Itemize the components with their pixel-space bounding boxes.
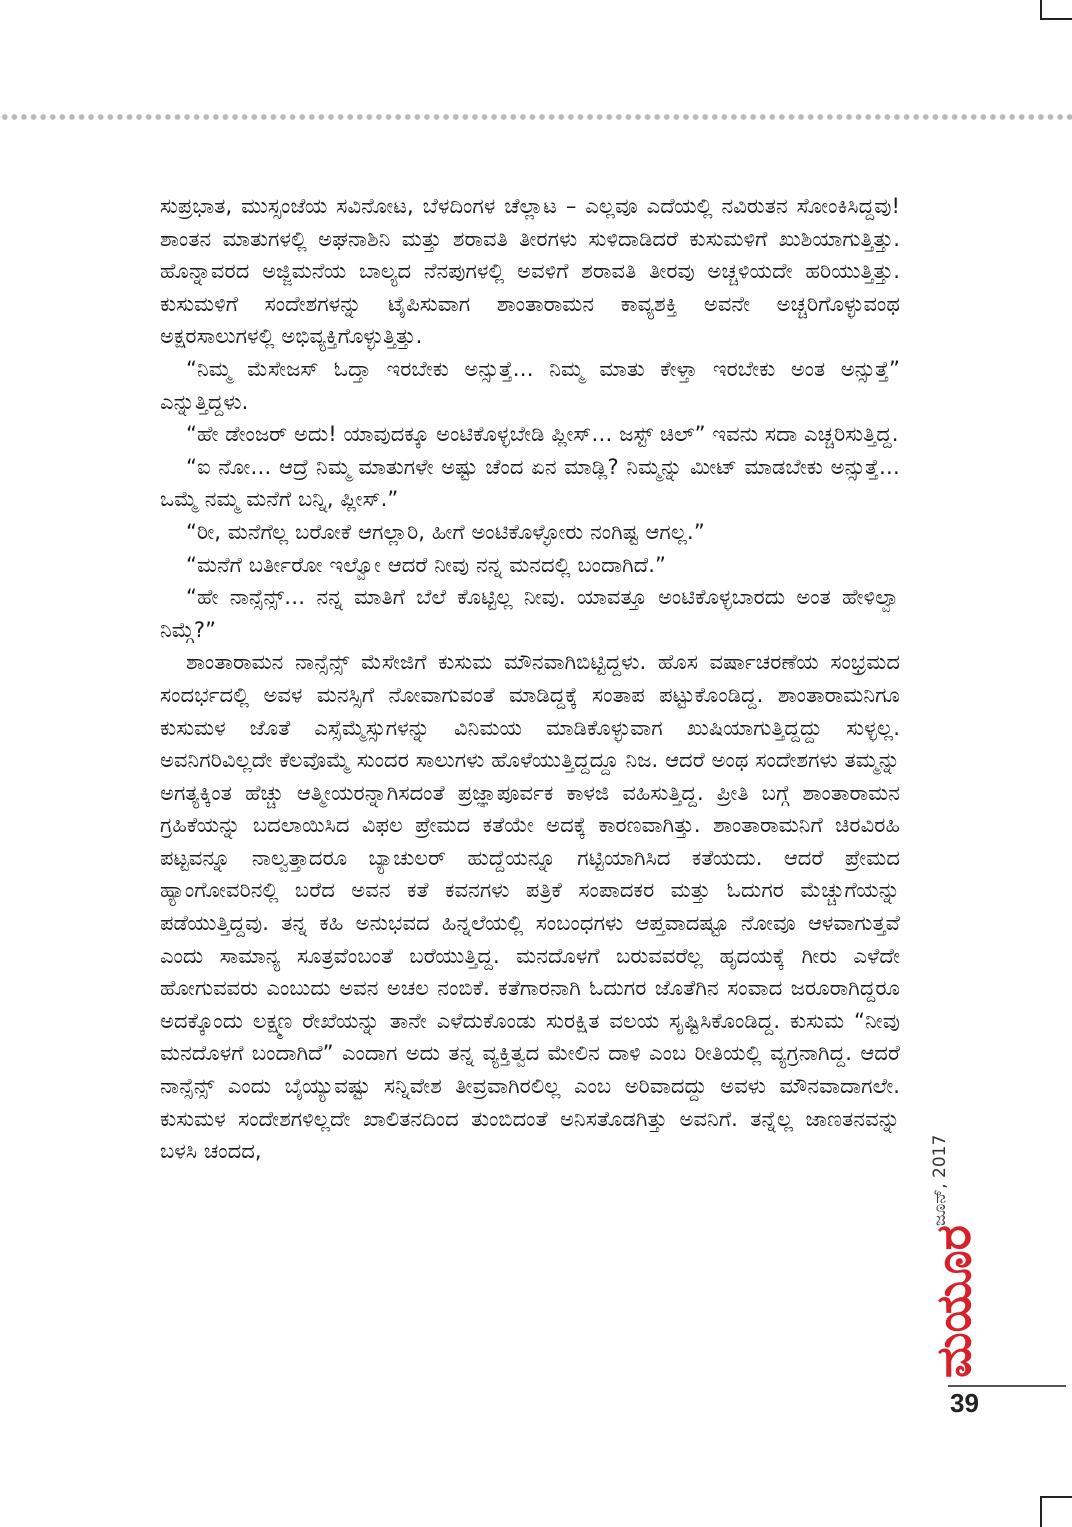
- article-paragraph: “ರೀ, ಮನೆಗೆಲ್ಲ ಬರೋಕೆ ಆಗಲ್ಲಾರಿ, ಹೀಗೆ ಅಂಟಿಕೊಳ್ಳೋರು ನಂಗಿಷ್ಟ ಆಗಲ್ಲ.”: [186, 519, 705, 544]
- article-paragraph: ಶಾಂತಾರಾಮನ ನಾನ್ಸೆನ್ಸ್ ಮೆಸೇಜಿಗೆ ಕುಸುಮ ಮೌನವಾಗಿಬಿಟ್ಟಿದ್ದಳು. ಹೊಸ ವರ್ಷಾಚರಣೆಯ ಸಂಭ್ರಮದ ಸಂದರ್ಭದಲ್ಲಿ ಅವಳ ಮನಸ್ಸಿಗೆ ನೋವಾಗುವಂತೆ ಮಾಡಿದ್ದಕ್ಕೆ ಸಂತಾಪ ಪಟ್ಟುಕೊಂಡಿದ್ದ. ಶಾಂತಾರಾಮನಿಗೂ ಕುಸುಮಳ ಜೊತೆ ಎಸ್ಸೆಮ್ಮೆಸ್ಸುಗಳನ್ನು ವಿನಿಮಯ ಮಾಡಿಕೊಳ್ಳುವಾಗ ಖುಷಿಯಾಗುತ್ತಿದ್ದದ್ದು ಸುಳ್ಳಲ್ಲ. ಅವನಿಗರಿವಿಲ್ಲದೇ ಕೆಲವೊಮ್ಮೆ ಸುಂದರ ಸಾಲುಗಳು ಹೊಳೆಯುತ್ತಿದ್ದದ್ದೂ ನಿಜ. ಆದರೆ ಅಂಥ ಸಂದೇಶಗಳು ತಮ್ಮನ್ನು ಅಗತ್ಯಕ್ಕಿಂತ ಹೆಚ್ಚು ಆತ್ಮೀಯರನ್ನಾಗಿಸದಂತೆ ಪ್ರಜ್ಞಾಪೂರ್ವಕ ಕಾಳಜಿ ವಹಿಸುತ್ತಿದ್ದ. ಪ್ರೀತಿ ಬಗ್ಗೆ ಶಾಂತಾರಾಮನ ಗ್ರಹಿಕೆಯನ್ನು ಬದಲಾಯಿಸಿದ ವಿಫಲ ಪ್ರೇಮದ ಕತೆಯೇ ಅದಕ್ಕೆ ಕಾರಣವಾಗಿತ್ತು. ಶಾಂತಾರಾಮನಿಗೆ ಚಿರವಿರಹಿ ಪಟ್ಟವನ್ನೂ ನಾಲ್ವತ್ತಾದರೂ ಬ್ಯಾಚುಲರ್ ಹುದ್ದೆಯನ್ನೂ ಗಟ್ಟಿಯಾಗಿಸಿದ ಕತೆಯದು. ಆದರೆ ಪ್ರೇಮದ ಹ್ಯಾಂಗೋವರಿನಲ್ಲಿ ಬರೆದ ಅವನ ಕತೆ ಕವನಗಳು ಪತ್ರಿಕೆ ಸಂಪಾದಕರ ಮತ್ತು ಓದುಗರ ಮೆಚ್ಚುಗೆಯನ್ನು ಪಡೆಯುತ್ತಿದ್ದವು. ತನ್ನ ಕಹಿ ಅನುಭವದ ಹಿನ್ನಲೆಯಲ್ಲಿ ಸಂಬಂಧಗಳು ಆಪ್ತವಾದಷ್ಟೂ ನೋವೂ ಆಳವಾಗುತ್ತವೆ ಎಂದು ಸಾಮಾನ್ಯ ಸೂತ್ರವೆಂಬಂತೆ ಬರೆಯುತ್ತಿದ್ದ. ಮನದೊಳಗೆ ಬರುವವರೆಲ್ಲ ಹೃದಯಕ್ಕೆ ಗೀರು ಎಳೆದೇ ಹೋಗುವವರು ಎಂಬುದು ಅವನ ಅಚಲ ನಂಬಿಕೆ. ಕತೆಗಾರನಾಗಿ ಓದುಗರ ಜೊತೆಗಿನ ಸಂವಾದ ಜರೂರಾಗಿದ್ದರೂ ಅದಕ್ಕೊಂದು ಲಕ್ಷ್ಮಣ ರೇಖೆಯನ್ನು ತಾನೇ ಎಳೆದುಕೊಂಡು ಸುರಕ್ಷಿತ ವಲಯ ಸೃಷ್ಟಿಸಿಕೊಂಡಿದ್ದ. ಕುಸುಮ “ನೀವು ಮನದೊಳಗೆ ಬಂದಾಗಿದೆ” ಎಂದಾಗ ಅದು ತನ್ನ ವ್ಯಕ್ತಿತ್ವದ ಮೇಲಿನ ದಾಳಿ ಎಂಬ ರೀತಿಯಲ್ಲಿ ವ್ಯಗ್ರನಾಗಿದ್ದ. ಆದರೆ ನಾನ್ಸೆನ್ಸ್ ಎಂದು ಬೈಯ್ಯುವಷ್ಟು ಸನ್ನಿವೇಶ ತೀವ್ರವಾಗಿರಲಿಲ್ಲ ಎಂಬ ಅರಿವಾದದ್ದು ಅವಳು ಮೌನವಾದಾಗಲೇ. ಕುಸುಮಳ ಸಂದೇಶಗಳಿಲ್ಲದೇ ಖಾಲಿತನದಿಂದ ತುಂಬಿದಂತೆ ಅನಿಸತೊಡಗಿತ್ತು ಅವನಿಗೆ. ತನ್ನೆಲ್ಲ ಜಾಣತನವನ್ನು ಬಳಸಿ ಚಂದದ,: [160, 650, 900, 1164]
- dotted-divider: [0, 113, 1072, 121]
- magazine-logo: ಮಯೂರ: [926, 1224, 982, 1378]
- page-number: 39: [950, 1388, 979, 1418]
- crop-mark-top: [1040, 0, 1072, 20]
- article-paragraph: ಸುಪ್ರಭಾತ, ಮುಸ್ಸಂಜೆಯ ಸವಿನೋಟ, ಬೆಳದಿಂಗಳ ಚೆಲ್ಲಾಟ – ಎಲ್ಲವೂ ಎದೆಯಲ್ಲಿ ನವಿರುತನ ಸೋಂಕಿಸಿದ್ದವು! ಶಾಂತನ ಮಾತುಗಳಲ್ಲಿ ಅಘನಾಶಿನಿ ಮತ್ತು ಶರಾವತಿ ತೀರಗಳು ಸುಳಿದಾಡಿದರೆ ಕುಸುಮಳಿಗೆ ಖುಶಿಯಾಗುತ್ತಿತ್ತು. ಹೊನ್ನಾವರದ ಅಜ್ಜಿಮನೆಯ ಬಾಲ್ಯದ ನೆನಪುಗಳಲ್ಲಿ ಅವಳಿಗೆ ಶರಾವತಿ ತೀರವು ಅಚ್ಚಳಿಯದೇ ಹರಿಯುತ್ತಿತ್ತು. ಕುಸುಮಳಿಗೆ ಸಂದೇಶಗಳನ್ನು ಟೈಪಿಸುವಾಗ ಶಾಂತಾರಾಮನ ಕಾವ್ಯಶಕ್ತಿ ಅವನೇ ಅಚ್ಚರಿಗೊಳ್ಳುವಂಥ ಅಕ್ಷರಸಾಲುಗಳಲ್ಲಿ ಅಭಿವ್ಯಕ್ತಿಗೊಳ್ಳುತ್ತಿತ್ತು.: [160, 194, 900, 349]
- article-paragraph: “ಹೇ ನಾನ್ಸೆನ್ಸ್… ನನ್ನ ಮಾತಿಗೆ ಬೆಲೆ ಕೊಟ್ಟಿಲ್ಲ ನೀವು. ಯಾವತ್ತೂ ಅಂಟಿಕೊಳ್ಳಬಾರದು ಅಂತ ಹೇಳಿಲ್ವಾ ನಿಮ್ಗೆ?”: [160, 585, 900, 642]
- article-paragraph: “ಐ ನೋ… ಆದ್ರೆ ನಿಮ್ಮ ಮಾತುಗಳೇ ಅಷ್ಟು ಚೆಂದ ಏನ ಮಾಡ್ಲಿ? ನಿಮ್ಮನ್ನು ಮೀಟ್ ಮಾಡಬೇಕು ಅನ್ಸುತ್ತೆ… ಒಮ್ಮೆ ನಮ್ಮ ಮನೆಗೆ ಬನ್ನಿ, ಪ್ಲೀಸ್.”: [160, 454, 900, 512]
- issue-date: ಜೂನ್, 2017: [930, 1134, 950, 1226]
- crop-mark-bottom: [1040, 1496, 1072, 1527]
- footer-rule: [948, 1385, 1066, 1387]
- article-paragraph: “ಹೇ ಡೇಂಜರ್ ಅದು! ಯಾವುದಕ್ಕೂ ಅಂಟಿಕೊಳ್ಳಬೇಡಿ ಪ್ಲೀಸ್… ಜಸ್ಟ್ ಚಿಲ್” ಇವನು ಸದಾ ಎಚ್ಚರಿಸುತ್ತಿದ್ದ.: [186, 422, 899, 447]
- article-paragraph: “ನಿಮ್ಮ ಮೆಸೇಜಸ್ ಓದ್ತಾ ಇರಬೇಕು ಅನ್ಸುತ್ತೆ… ನಿಮ್ಮ ಮಾತು ಕೇಳ್ತಾ ಇರಬೇಕು ಅಂತ ಅನ್ಸುತ್ತೆ” ಎನ್ನುತ್ತಿದ್ದಳು.: [160, 356, 900, 414]
- article-paragraph: “ಮನೆಗೆ ಬರ್ತೀರೋ ಇಲ್ವೋ ಆದರೆ ನೀವು ನನ್ನ ಮನದಲ್ಲಿ ಬಂದಾಗಿದೆ.”: [186, 552, 667, 577]
- article-body: [160, 190, 900, 1168]
